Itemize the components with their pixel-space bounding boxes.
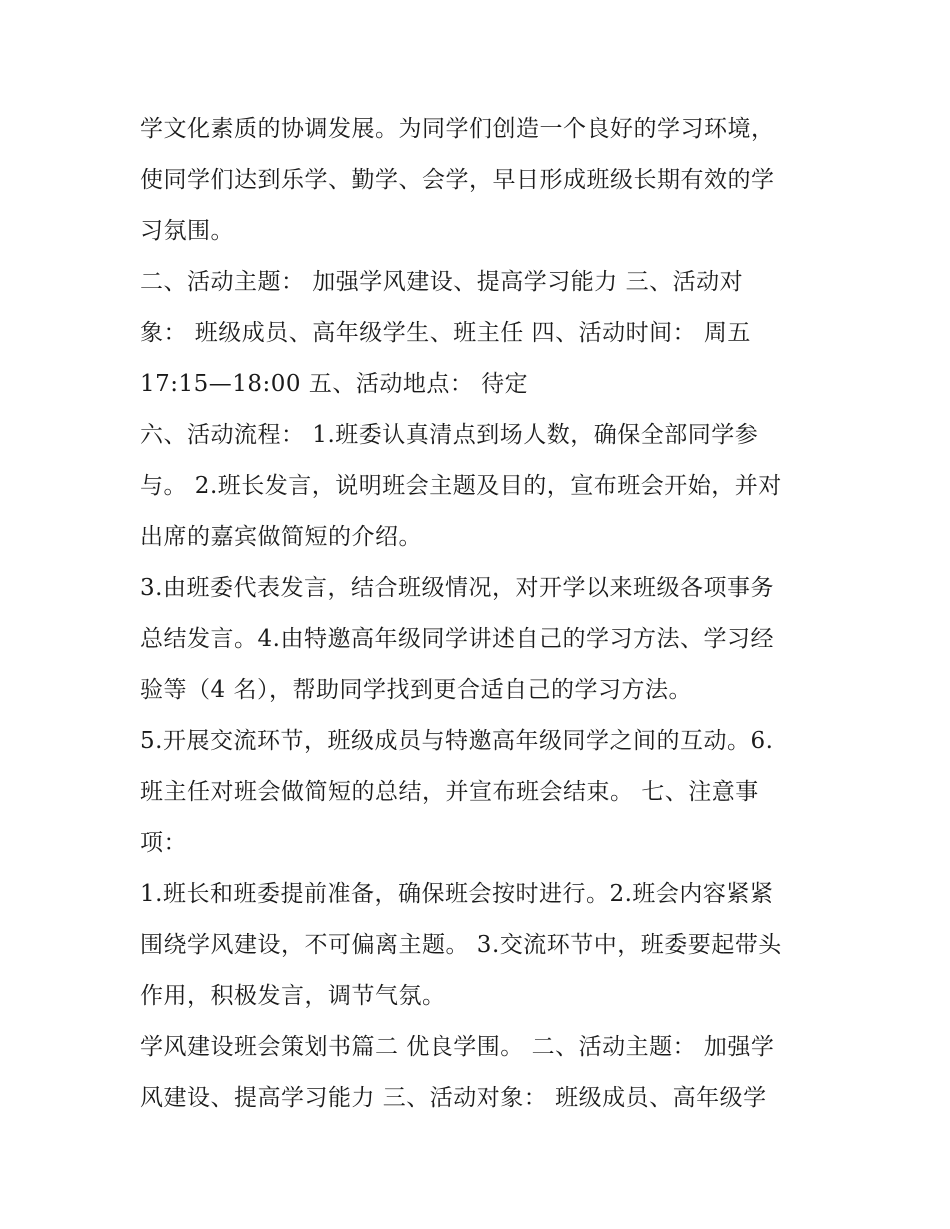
- text-line: 总结发言。4.由特邀高年级同学讲述自己的学习方法、学习经: [140, 626, 774, 652]
- text-line: 六、活动流程： 1.班委认真清点到场人数，确保全部同学参: [140, 422, 759, 448]
- text-line: 学文化素质的协调发展。为同学们创造一个良好的学习环境，: [140, 116, 775, 142]
- text-line: 习氛围。: [140, 218, 234, 244]
- document-body: [140, 104, 830, 1124]
- text-line: 与。 2.班长发言，说明班会主题及目的，宣布班会开始，并对: [140, 473, 782, 499]
- text-line: 使同学们达到乐学、勤学、会学，早日形成班级长期有效的学: [140, 167, 775, 193]
- text-line: 学风建设班会策划书篇二 优良学围。 二、活动主题： 加强学: [140, 1034, 775, 1060]
- text-line: 二、活动主题： 加强学风建设、提高学习能力 三、活动对: [140, 269, 744, 295]
- text-line: 1.班长和班委提前准备，确保班会按时进行。2.班会内容紧紧: [140, 881, 774, 907]
- text-line: 象： 班级成员、高年级学生、班主任 四、活动时间： 周五: [140, 320, 751, 346]
- text-line: 17:15—18:00 五、活动地点： 待定: [140, 371, 529, 397]
- text-line: 验等（4 名），帮助同学找到更合适自己的学习方法。: [140, 677, 692, 703]
- text-line: 3.由班委代表发言，结合班级情况，对开学以来班级各项事务: [140, 575, 774, 601]
- text-line: 5.开展交流环节，班级成员与特邀高年级同学之间的互动。6.: [140, 728, 774, 754]
- text-line: 班主任对班会做简短的总结，并宣布班会结束。 七、注意事: [140, 779, 759, 805]
- text-line: 围绕学风建设，不可偏离主题。 3.交流环节中，班委要起带头: [140, 932, 782, 958]
- text-line: 出席的嘉宾做简短的介绍。: [140, 524, 422, 550]
- text-line: 项：: [140, 830, 187, 856]
- text-line: 风建设、提高学习能力 三、活动对象： 班级成员、高年级学: [140, 1085, 767, 1111]
- text-line: 作用，积极发言，调节气氛。: [140, 983, 446, 1009]
